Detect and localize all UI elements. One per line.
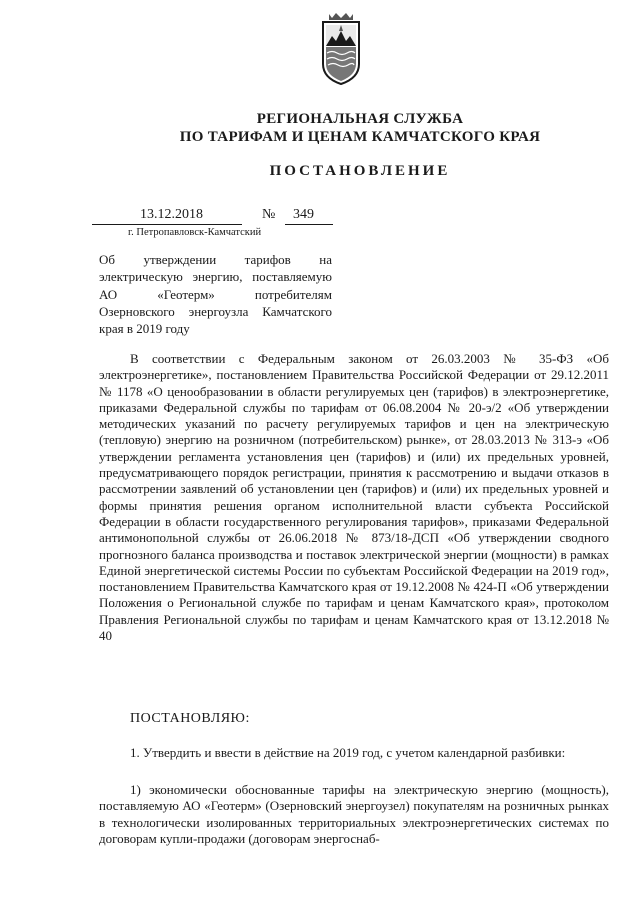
document-date: 13.12.2018	[140, 207, 203, 222]
kamchatka-coat-of-arms-icon	[318, 10, 364, 88]
preamble-paragraph: В соответствии с Федеральным законом от 26.03.2003 № 35-ФЗ «Об электроэнергетике», постановлением Правительства Российской Федерации от 29.12.2011 № 1178 «О ценообразовании в области регулируемых цен (тарифов) в электроэнергетике, приказами Федеральной службы по тарифам от 06.08.2004 № 20-э/2 «Об утверждении методических указаний по расчету регулируемых тарифов и цен на электрическую (тепловую) энергию на розничном (потребительском) рынке», от 28.03.2013 № 313-э «Об утверждении регламента установления цен (тарифов) и (или) их предельных уровней, предусматривающего порядок регистрации, принятия к рассмотрению и выдачи отказов в рассмотрении заявлений об установлении цен (тарифов) и (или) их предельных уровней и формы принятия решения органом исполнительной власти субъекта Российской Федерации в области государственного регулирования тарифов», приказами Федеральной антимонопольной службы от 26.06.2018 № 873/18-ДСП «Об утверждении сводного прогнозного баланса производства и поставок электрической энергии (мощности) в рамках Единой энергетической системы России по субъектам Российской Федерации на 2019 год», постановлением Правительства Камчатского края от 19.12.2008 № 424-П «Об утверждении Положения о Региональной службе по тарифам и ценам Камчатского края», протоколом Правления Региональной службы по тарифам и ценам Камчатского края от 13.12.2018 № 40	[99, 351, 609, 644]
document-city: г. Петропавловск-Камчатский	[128, 227, 262, 238]
document-type: ПОСТАНОВЛЕНИЕ	[269, 163, 451, 179]
number-underline	[285, 224, 333, 225]
date-underline	[92, 224, 242, 225]
clause-1: 1. Утвердить и ввести в действие на 2019 год, с учетом календарной разбивки:	[130, 745, 566, 760]
org-name-line1: РЕГИОНАЛЬНАЯ СЛУЖБА	[256, 111, 464, 127]
number-sign: №	[262, 207, 276, 222]
org-name-line2: ПО ТАРИФАМ И ЦЕНАМ КАМЧАТСКОГО КРАЯ	[179, 129, 541, 145]
clause-1-subitem-1: 1) экономически обоснованные тарифы на электрическую энергию (мощность), поставляемую АО «Геотерм» (Озерновский энергоузел) покупателям на розничных рынках в технологически изолированных территориальных электроэнергетических системах по договорам купли-продажи (договорам энергоснаб-	[99, 782, 609, 846]
decree-word: ПОСТАНОВЛЯЮ:	[130, 711, 250, 726]
document-number: 349	[293, 207, 314, 222]
document-subject: Об утверждении тарифов на электрическую энергию, поставляемую АО «Геотерм» потребителям Озерновского энергоузла Камчатского края в 2019 году	[99, 252, 332, 337]
